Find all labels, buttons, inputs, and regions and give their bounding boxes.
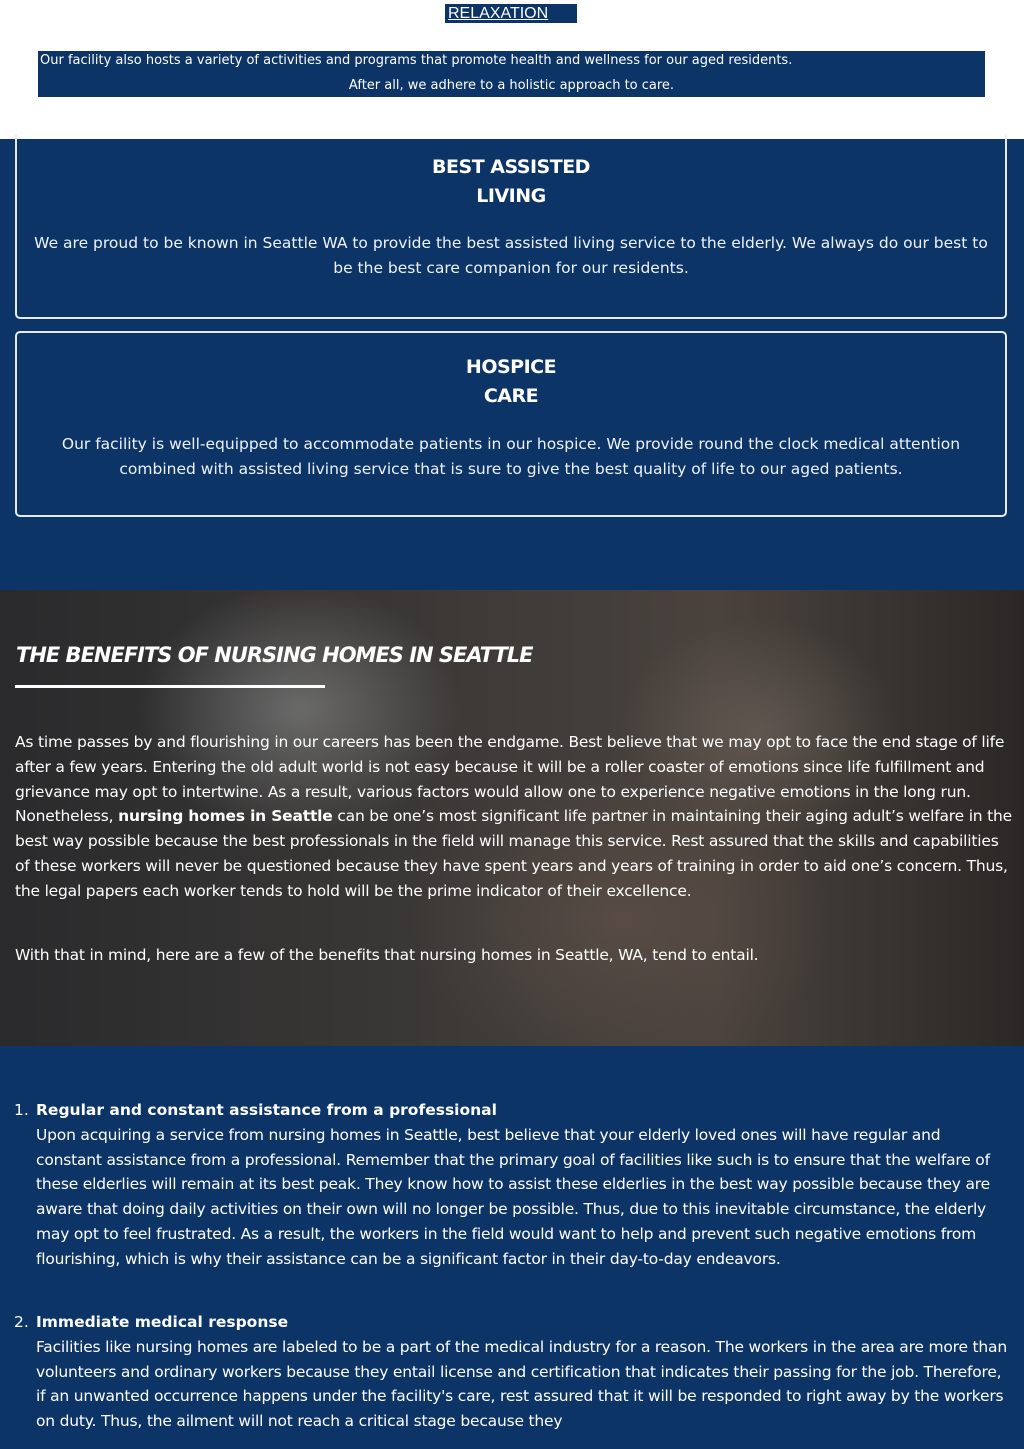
services-section [0, 139, 1024, 591]
service-title-line-2: LIVING [476, 185, 546, 207]
list-item-heading: Immediate medical response [36, 1313, 289, 1331]
relaxation-intro [38, 51, 985, 97]
list-item-text: Facilities like nursing homes are labeled to be a part of the medical industry for a reason. The workers in the area are more than volunteers and ordinary workers because they entail license and certification that indicates their passing for the job. Therefore, if an unwanted occurrence happens under the facility's care, rest assured that it will be responded to right away by the workers on duty. Thus, the ailment will not reach a critical stage because they [36, 1337, 1007, 1431]
service-card-hospice-care [15, 331, 1007, 517]
list-item-text: Upon acquiring a service from nursing homes in Seattle, best believe that your elderly loved ones will have regular and constant assistance from a professional. Remember that the primary goal of facilities like such is to ensure that the welfare of these elderlies will remain at its best peak. They know how to assist these elderlies in the best way possible because they are aware that doing daily activities on their own will no longer be possible. Thus, due to this inevitable circumstance, the elderly may opt to feel frustrated. As a result, the workers in the field would want to help and prevent such negative emotions from flourishing, which is why their assistance can be a significant factor in their day-to-day endeavors. [36, 1125, 990, 1268]
service-title [17, 153, 1005, 211]
benefits-title: THE BENEFITS OF NURSING HOMES IN SEATTLE [16, 643, 533, 667]
intro-line-2: After all, we adhere to a holistic approach to care. [348, 78, 675, 93]
paragraph-text: As time passes by and flourishing in our careers has been the endgame. Best believe that we may opt to face the end stage of life after a few years. Entering the old adult world is not easy because it will be a roller coaster of emotions since life fulfillment and grievance may opt to intertwine. As a result, various factors would allow one to experience negative emotions in the long run. Nonetheless, [15, 733, 1005, 826]
list-number: 1. [14, 1101, 29, 1119]
benefits-paragraph-1 [15, 730, 1015, 904]
service-description: Our facility is well-equipped to accommodate patients in our hospice. We provide round the clock medical attention combined with assisted living service that is sure to give the best quality of life to our aged patients. [61, 435, 961, 478]
service-title [17, 353, 1005, 411]
paragraph-text: can be one’s most significant life partner in maintaining their aging adult’s welfare in the best way possible because the best professionals in the field will manage this service. Rest assured that the skills and capabilities of these workers will never be questioned because they have spent years and years of training in order to aid one’s concern. Thus, the legal papers each worker tends to hold will be the prime indicator of their excellence. [15, 807, 1012, 900]
service-title-line-1: BEST ASSISTED [432, 156, 590, 178]
service-card-assisted-living [15, 135, 1007, 319]
intro-line-1: Our facility also hosts a variety of activities and programs that promote health and wellness for our aged residents. [40, 53, 793, 68]
service-title-line-2: CARE [483, 385, 539, 407]
benefits-hero-section [0, 590, 1024, 1046]
benefits-paragraph-2: With that in mind, here are a few of the benefits that nursing homes in Seattle, WA, tend to entail. [15, 946, 759, 964]
list-number: 2. [14, 1313, 29, 1331]
title-underline [15, 685, 325, 688]
service-description: We are proud to be known in Seattle WA to provide the best assisted living service to the elderly. We always do our best to be the best care companion for our residents. [34, 234, 988, 277]
list-item-heading: Regular and constant assistance from a professional [36, 1101, 497, 1119]
service-title-line-1: HOSPICE [465, 356, 557, 378]
relaxation-heading: RELAXATION [445, 4, 577, 23]
nursing-homes-keyword: nursing homes in Seattle [118, 807, 333, 826]
benefits-list [0, 1046, 1024, 1449]
